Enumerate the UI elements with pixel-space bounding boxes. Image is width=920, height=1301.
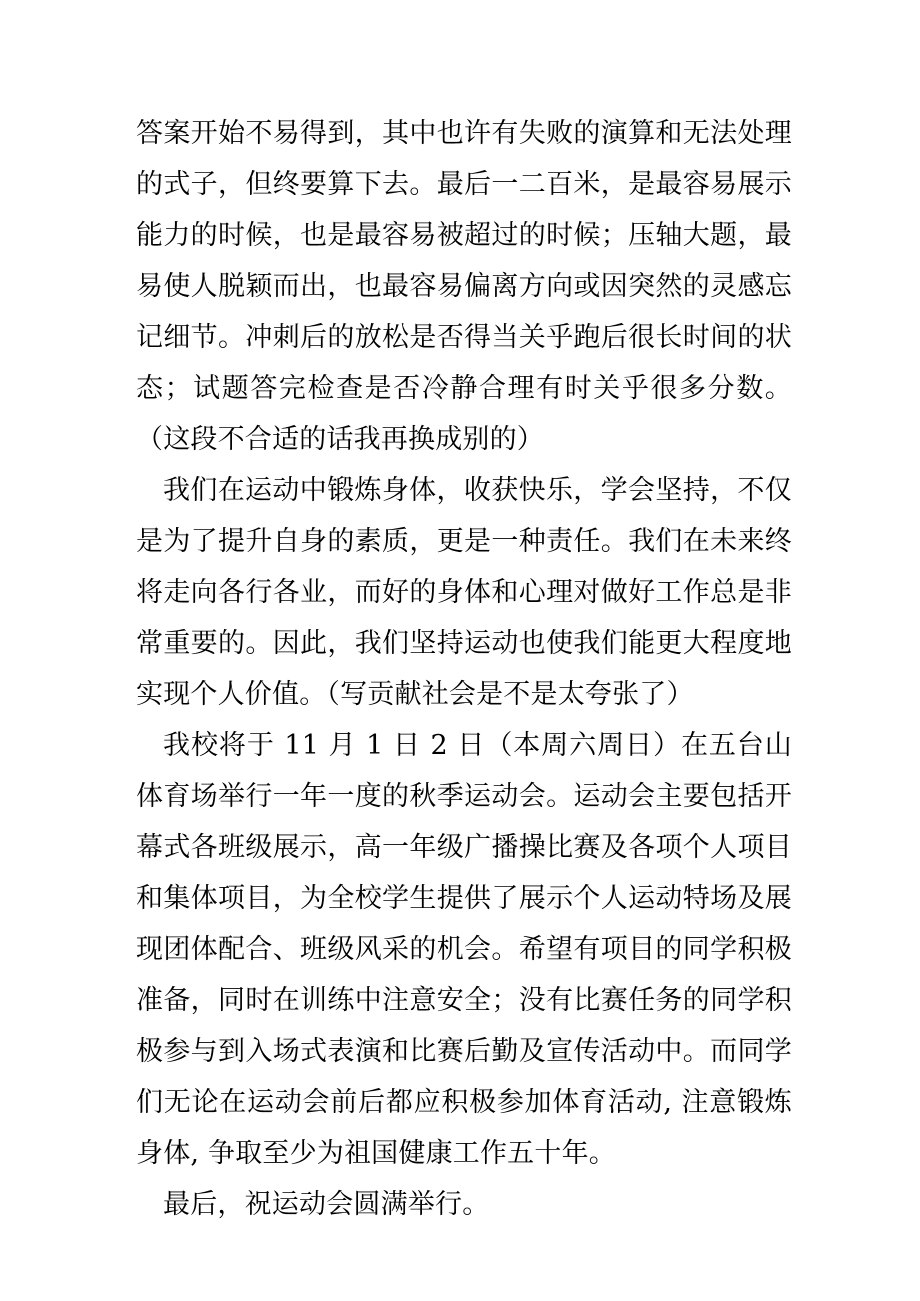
paragraph-exam-analogy: 答案开始不易得到，其中也许有失败的演算和无法处理的式子，但终要算下去。最后一二百米，是最容易展示能力的时候，也是最容易被超过的时候；压轴大题，最易使人脱颖而出，也最容易偏离方向或因突然的灵感忘记细节。冲刺后的放松是否得当关乎跑后很长时间的状态；试题答完检查是否冷静合理有时关乎很多分数。（这段不合适的话我再换成别的）: [136, 118, 792, 455]
document-body: [136, 108, 792, 1230]
paragraph-exercise-responsibility: 我们在运动中锻炼身体，收获快乐，学会坚持，不仅是为了提升自身的素质，更是一种责任。我们在未来终将走向各行各业，而好的身体和心理对做好工作总是非常重要的。因此，我们坚持运动也使我们能更大程度地实现个人价值。（写贡献社会是不是太夸张了）: [136, 475, 792, 710]
paragraph-closing-wish: 最后，祝运动会圆满举行。: [163, 1189, 490, 1220]
paragraph-sports-meet-announcement: 我校将于 11 月 1 日 2 日（本周六周日）在五台山体育场举行一年一度的秋季运动会。运动会主要包括开幕式各班级展示，高一年级广播操比赛及各项个人项目和集体项目，为全校学生提供了展示个人运动特场及展现团体配合、班级风采的机会。希望有项目的同学积极准备，同时在训练中注意安全；没有比赛任务的同学积极参与到入场式表演和比赛后勤及宣传活动中。而同学们无论在运动会前后都应积极参加体育活动, 注意锻炼身体, 争取至少为祖国健康工作五十年。: [136, 730, 792, 1169]
